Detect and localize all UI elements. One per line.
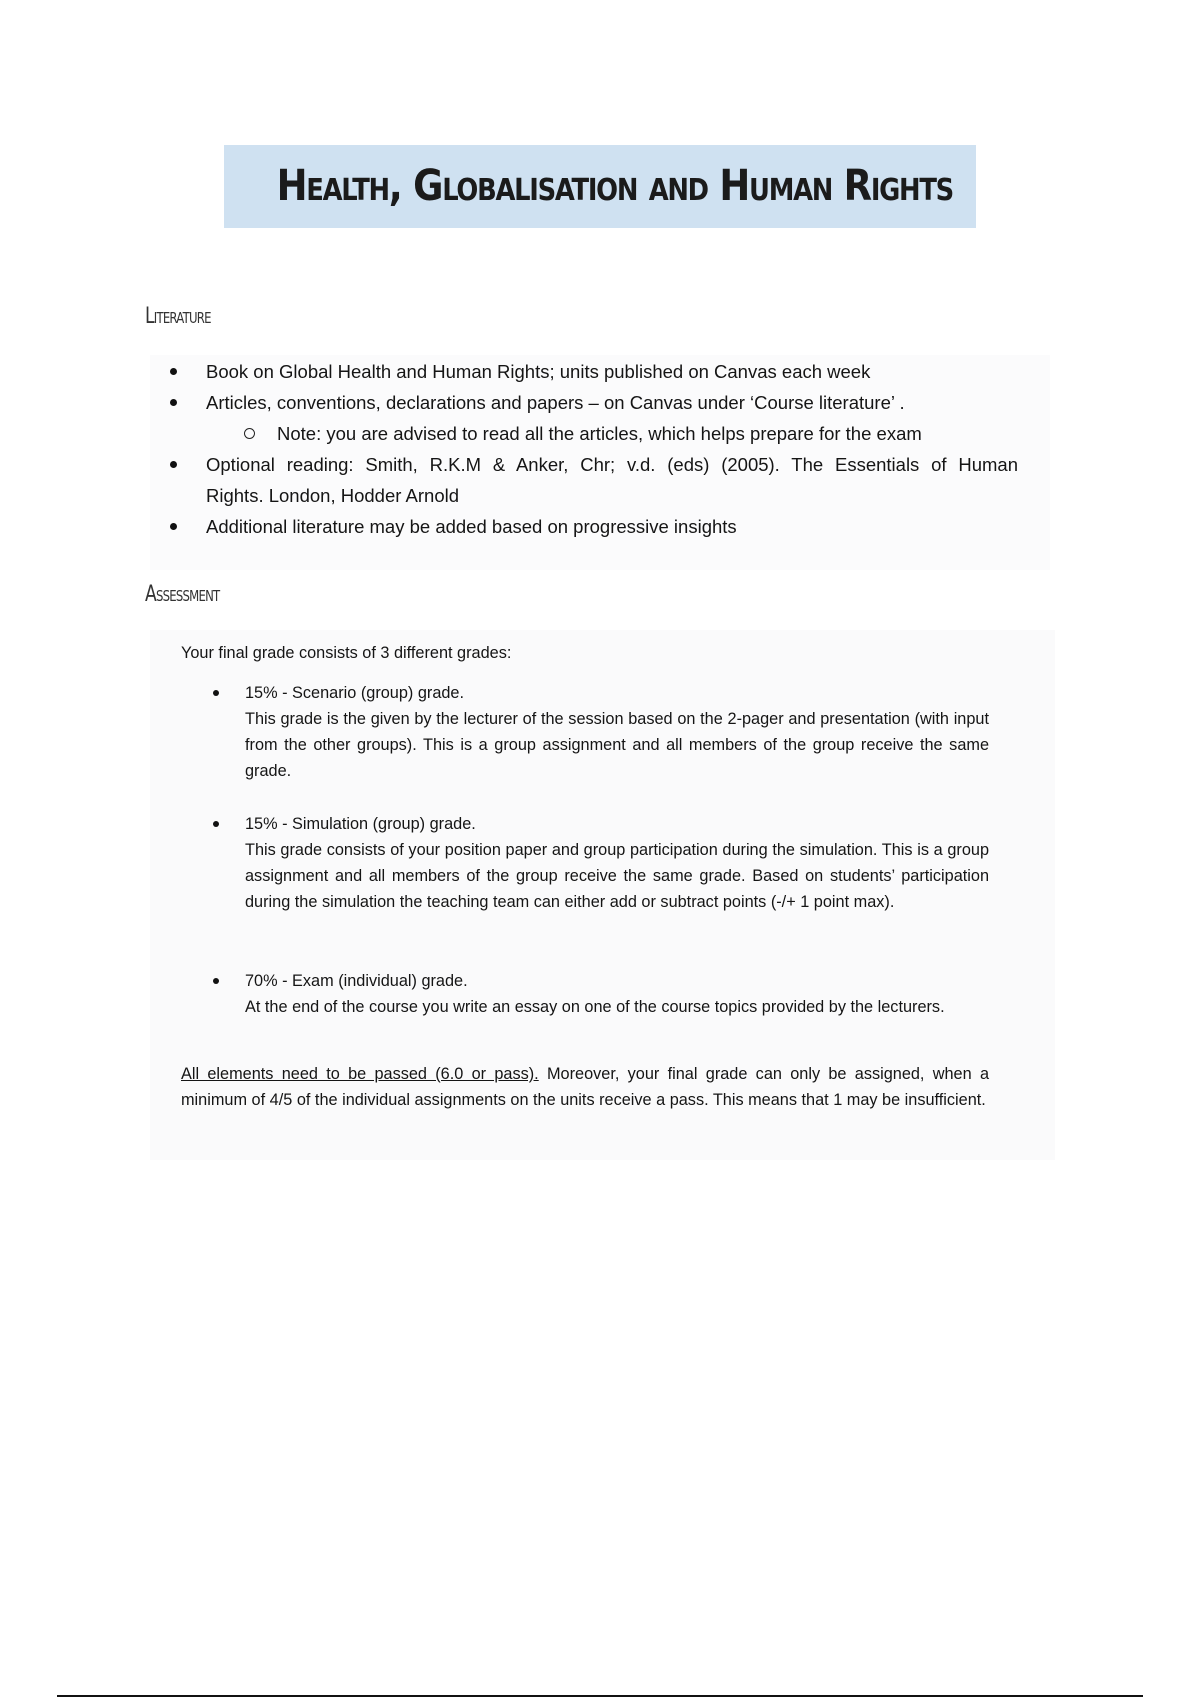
literature-note: Note: you are advised to read all the articles, which helps prepare for the exam <box>277 423 922 444</box>
component-title: 15% - Scenario (group) grade. <box>245 684 465 702</box>
bullet-icon <box>169 398 179 408</box>
assessment-note <box>181 1061 989 1113</box>
assessment-heading: Assessment <box>145 582 220 607</box>
bullet-icon <box>213 821 221 829</box>
component-description: This grade consists of your position paper and group participation during the simulation. This is a group assignment and all members of the group receive the same grade. Based on students’ participation during the simulation the teaching team can either add or subtract points (-/+ 1 point max). <box>245 841 989 911</box>
bullet-icon <box>169 522 179 532</box>
bullet-icon <box>213 690 221 698</box>
literature-item: Optional reading: Smith, R.K.M & Anker, Chr; v.d. (eds) (2005). The Essentials of Human <box>206 454 1018 475</box>
component-title: 70% - Exam (individual) grade. <box>245 972 468 990</box>
component-description: At the end of the course you write an essay on one of the course topics provided by the lecturers. <box>245 998 945 1016</box>
document-title: Health, Globalisation and Human Rights <box>276 161 953 211</box>
footer-divider <box>57 1695 1143 1697</box>
literature-item: Additional literature may be added based on progressive insights <box>206 516 737 537</box>
assessment-note-text: Moreover, your final grade can only be assigned, when a minimum of 4/5 of the individual assignments on the units receive a pass. This means that 1 may be insufficient. <box>181 1065 989 1109</box>
literature-heading: Literature <box>145 304 211 329</box>
bullet-icon <box>213 978 221 986</box>
circle-bullet-icon <box>244 428 255 439</box>
literature-item: Book on Global Health and Human Rights; units published on Canvas each week <box>206 361 871 382</box>
assessment-note-emphasis: All elements need to be passed (6.0 or pass). <box>181 1065 539 1083</box>
assessment-intro: Your final grade consists of 3 different grades: <box>181 644 512 662</box>
bullet-icon <box>169 460 179 470</box>
literature-item-continuation: Rights. London, Hodder Arnold <box>206 485 460 506</box>
component-title: 15% - Simulation (group) grade. <box>245 815 476 833</box>
component-description: This grade is the given by the lecturer of the session based on the 2-pager and presentation (with input from the other groups). This is a group assignment and all members of the group receive the same grade. <box>245 710 989 780</box>
bullet-icon <box>169 367 179 377</box>
literature-item: Articles, conventions, declarations and papers – on Canvas under ‘Course literature’ . <box>206 392 905 413</box>
